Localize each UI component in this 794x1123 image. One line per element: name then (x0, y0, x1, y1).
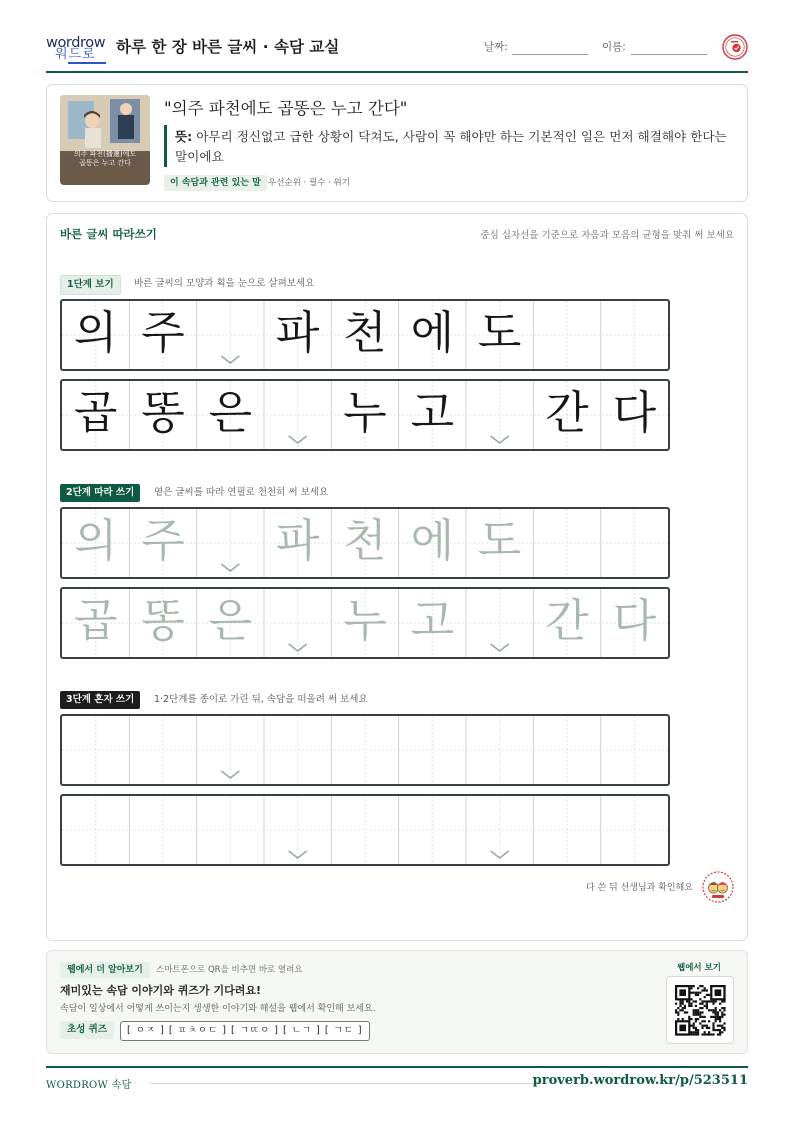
tracing-row[interactable] (60, 507, 670, 579)
grid-character: 고 (410, 386, 455, 439)
proverb-illustration (60, 95, 150, 185)
grid-character (533, 301, 600, 369)
grid-character (601, 509, 668, 577)
grid-character (601, 301, 668, 369)
grid-character (264, 381, 331, 449)
grid-character: 다 (612, 594, 657, 647)
grid-character: 파 (275, 306, 320, 359)
grid-character: 곱 (73, 386, 118, 439)
practice-title: 바른 글씨 따라쓰기 (60, 227, 157, 241)
related-label: 이 속담과 관련 있는 말 (164, 175, 267, 191)
meaning-text: 아무리 정신없고 급한 상황이 닥쳐도, 사람이 꼭 해야만 하는 기본적인 일은 먼저 해결해야 한다는 말이에요 (175, 129, 727, 164)
name-label: 이름: (602, 41, 626, 53)
teacher-stamp-icon (702, 871, 734, 903)
grid-character: 천 (343, 514, 387, 567)
approval-stamp-icon (722, 34, 748, 60)
grid-character: 주 (141, 306, 185, 359)
qr-label: 웹에서 보기 (677, 963, 722, 973)
meaning-label: 뜻: (175, 129, 193, 144)
web-description: 속담이 일상에서 어떻게 쓰이는지 생생한 이야기와 해설을 웹에서 확인해 보세요. (60, 1004, 376, 1014)
teacher-check-text: 다 쓴 뒤 선생님과 확인해요 (585, 883, 693, 893)
grid-character: 도 (477, 514, 522, 567)
grid-character: 의 (73, 306, 118, 359)
grid-character: 간 (545, 386, 589, 439)
web-title: 재미있는 속담 이야기와 퀴즈가 기다려요! (60, 984, 261, 997)
logo-hangul: 워드로 (55, 47, 96, 62)
web-badge: 웹에서 더 알아보기 (60, 962, 150, 978)
wordrow-logo[interactable] (46, 34, 108, 64)
footer-line (150, 1083, 542, 1084)
grid-character: 천 (343, 306, 387, 359)
stage2-badge: 2단계 따라 쓰기 (60, 484, 140, 502)
logo-underline (68, 62, 106, 64)
grid-lines (62, 796, 668, 864)
grid-character: 누 (343, 386, 387, 439)
grid-character: 똥 (141, 594, 185, 647)
date-label: 날짜: (484, 41, 508, 53)
writing-row (60, 299, 670, 371)
footer-divider (46, 1066, 748, 1068)
grid-character: 에 (410, 514, 455, 567)
date-field[interactable] (512, 54, 588, 55)
grid-character: 은 (208, 594, 253, 647)
thumb-caption-1: 의주 파천(播遷)에도 (73, 150, 137, 158)
grid-character: 간 (545, 594, 589, 647)
grid-character: 곱 (73, 594, 118, 647)
footer-url[interactable]: proverb.wordrow.kr/p/523511 (532, 1073, 748, 1088)
meaning-accent-bar (164, 125, 167, 167)
proverb-title: "의주 파천에도 곱똥은 누고 간다" (164, 99, 408, 118)
logo-wordmark: wordrow (46, 35, 106, 51)
stage1-text: 바른 글씨의 모양과 획을 눈으로 살펴보세요 (134, 278, 315, 289)
proverb-meaning (175, 127, 730, 167)
qr-code-icon (667, 977, 733, 1043)
grid-character (197, 509, 264, 577)
name-field[interactable] (631, 54, 707, 55)
chosung-quiz: [ ㅇㅈ ] [ ㅍㅊㅇㄷ ] [ ㄱㄸㅇ ] [ ㄴㄱ ] [ ㄱㄷ ] (120, 1021, 370, 1041)
grid-character (466, 589, 533, 657)
tracing-row[interactable] (60, 587, 670, 659)
grid-character: 도 (477, 306, 522, 359)
grid-character: 다 (612, 386, 657, 439)
grid-character: 누 (343, 594, 387, 647)
grid-character: 은 (208, 386, 253, 439)
grid-character: 에 (410, 306, 455, 359)
quiz-label: 초성 퀴즈 (60, 1021, 114, 1039)
stage1-badge: 1단계 보기 (60, 275, 121, 295)
grid-character (264, 589, 331, 657)
grid-lines (62, 716, 668, 784)
blank-row[interactable] (60, 794, 670, 866)
stage3-text: 1·2단계를 종이로 가린 뒤, 속담을 떠올려 써 보세요 (154, 694, 368, 705)
writing-row (60, 379, 670, 451)
grid-character: 고 (410, 594, 455, 647)
qr-code[interactable] (666, 976, 734, 1044)
web-hint: 스마트폰으로 QR을 비추면 바로 열려요 (156, 965, 303, 975)
grid-character (533, 509, 600, 577)
related-words: 우선순위 · 필수 · 위기 (268, 178, 350, 188)
grid-character (466, 381, 533, 449)
grid-character: 똥 (141, 386, 185, 439)
blank-row[interactable] (60, 714, 670, 786)
footer-brand: WORDROW 속담 (46, 1080, 132, 1091)
grid-character: 파 (275, 514, 320, 567)
header-divider (46, 71, 748, 73)
grid-character (197, 301, 264, 369)
grid-character: 주 (141, 514, 185, 567)
grid-character: 의 (73, 514, 118, 567)
practice-hint: 중심 십자선을 기준으로 자음과 모음의 균형을 맞춰 써 보세요 (480, 230, 734, 241)
stage3-badge: 3단계 혼자 쓰기 (60, 691, 140, 709)
page-title: 하루 한 장 바른 글씨 · 속담 교실 (116, 38, 340, 56)
stage2-text: 옅은 글씨를 따라 연필로 천천히 써 보세요 (154, 487, 329, 498)
thumb-caption-2: 곱똥은 누고 간다 (79, 159, 131, 167)
